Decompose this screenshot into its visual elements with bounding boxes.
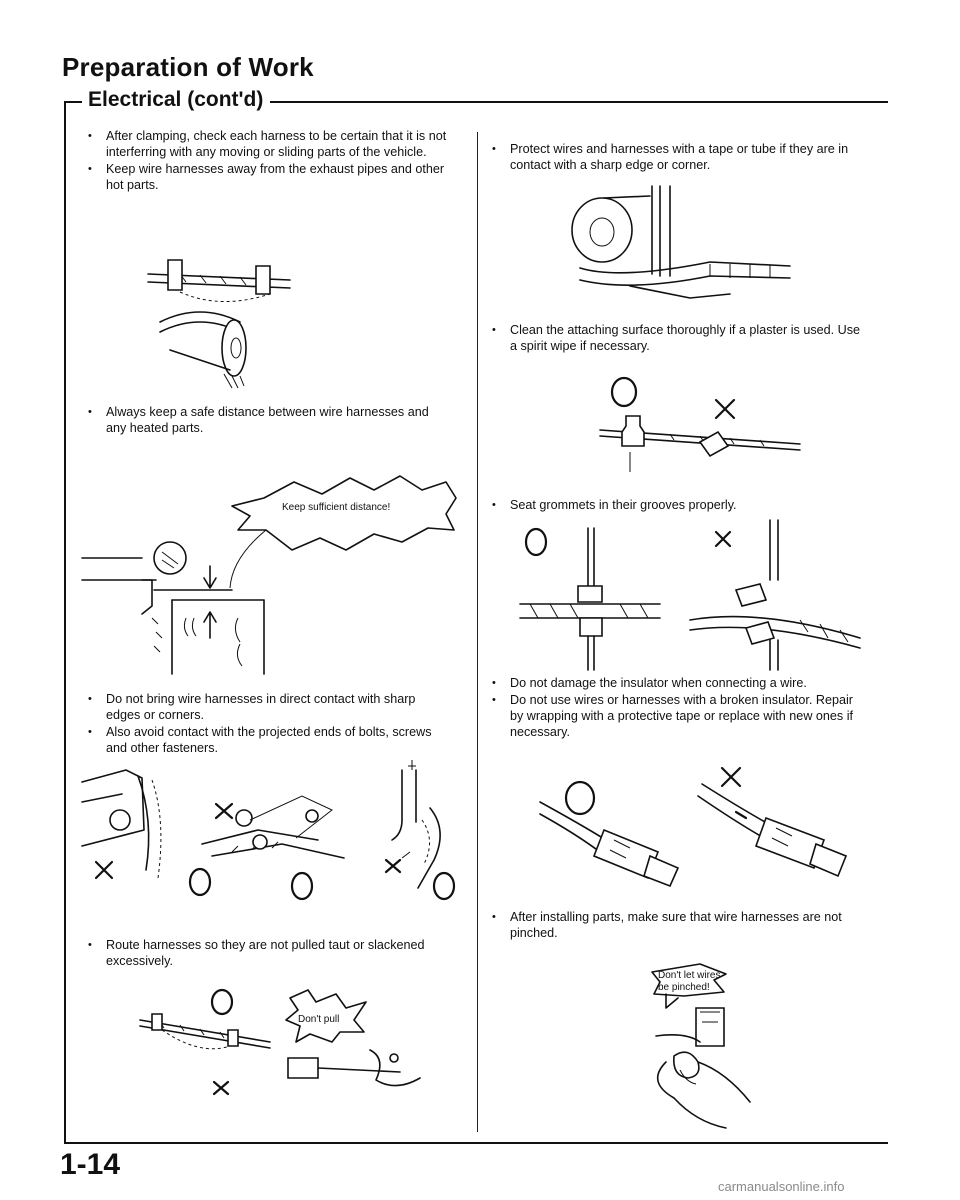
insulator-illustration [540,768,880,898]
right-block1-list [484,141,864,174]
list-item: • Protect wires and harnesses with a tape or tube if they are in contact with a sharp edge or corner. [484,141,864,173]
list-item: • Clean the attaching surface thoroughly if a plaster is used. Use a spirit wipe if necessary. [484,322,864,354]
section-title: Electrical (cont'd) [88,88,264,111]
plaster-surface-illustration [600,372,800,482]
right-block3-list [484,497,864,514]
list-item: • After installing parts, make sure that wire harnesses are not pinched. [484,909,864,941]
grommet-illustration [520,520,870,670]
route-taut-illustration [140,980,460,1128]
list-item: • Route harnesses so they are not pulled taut or slackened excessively. [80,937,450,969]
list-item: • Keep wire harnesses away from the exhaust pipes and other hot parts. [80,161,450,193]
bubble-text: Don't let wires [658,970,721,981]
list-item: • Do not use wires or harnesses with a broken insulator. Repair by wrapping with a protective tape or replace with new ones if necessary. [484,692,864,740]
right-block2-list [484,322,864,355]
column-divider [477,132,478,1132]
list-item: • Always keep a safe distance between wire harnesses and any heated parts. [80,404,450,436]
header-rule [270,101,888,103]
header-rule-left [64,101,82,103]
page-number: 1-14 [60,1148,121,1181]
frame-bottom-rule [64,1142,888,1144]
bubble-text: Don't pull [298,1014,340,1025]
list-item: • Seat grommets in their grooves properly. [484,497,864,513]
tape-tube-illustration [560,186,820,314]
right-block4-list [484,675,864,741]
list-item: • Do not damage the insulator when connecting a wire. [484,675,864,691]
bubble-text: Keep sufficient distance! [282,502,391,513]
list-item: • Do not bring wire harnesses in direct contact with sharp edges or corners. [80,691,450,723]
bubble-text: be pinched! [658,982,710,993]
frame-left-rule [64,101,66,1143]
watermark: carmanualsonline.info [718,1179,845,1194]
heat-distance-illustration [82,468,462,678]
sharp-edges-illustration [82,760,462,920]
pinched-wire-illustration [626,952,806,1128]
left-block3-list [80,691,450,757]
list-item: • After clamping, check each harness to be certain that it is not interferring with any moving or sliding parts of the vehicle. [80,128,450,160]
list-item: • Also avoid contact with the projected ends of bolts, screws and other fasteners. [80,724,450,756]
left-block2-list [80,404,450,437]
left-block1-list [80,128,450,194]
left-block4-list [80,937,450,970]
right-block5-list [484,909,864,942]
clamp-pulley-illustration [140,252,300,390]
page-title: Preparation of Work [62,52,314,82]
